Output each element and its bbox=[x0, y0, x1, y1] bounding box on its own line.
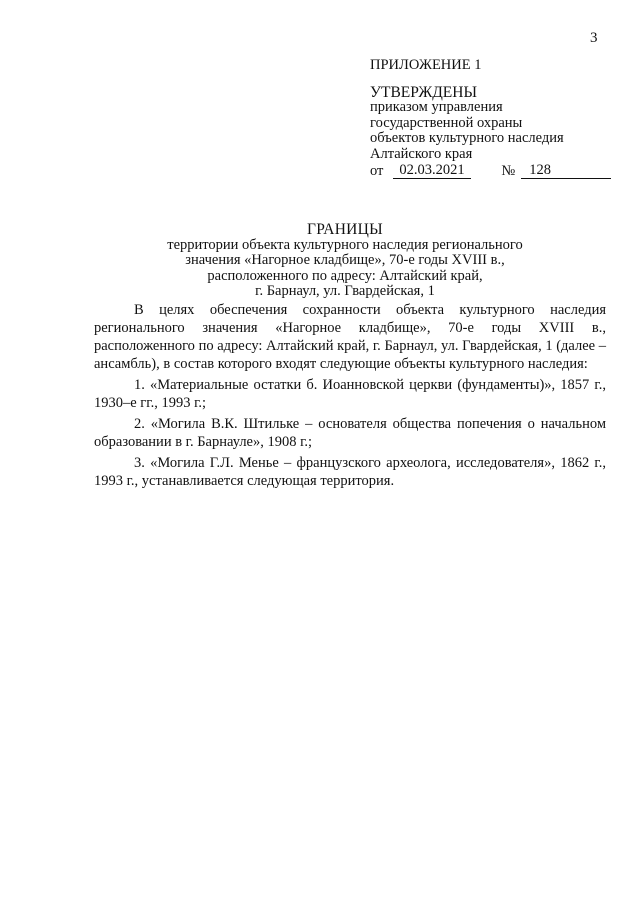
approved-line: Алтайского края bbox=[370, 145, 473, 162]
body-text bbox=[94, 301, 606, 490]
appendix-block bbox=[370, 58, 611, 179]
heading-title: ГРАНИЦЫ bbox=[307, 221, 383, 238]
heading-line: территории объекта культурного наследия регионального bbox=[167, 236, 523, 253]
approved-title: УТВЕРЖДЕНЫ bbox=[370, 83, 477, 101]
heading-line: расположенного по адресу: Алтайский край, bbox=[207, 267, 483, 284]
approved-line: приказом управления bbox=[370, 99, 503, 115]
order-from-label: от bbox=[370, 162, 384, 179]
appendix-title: ПРИЛОЖЕНИЕ 1 bbox=[370, 57, 482, 73]
page-number: 3 bbox=[590, 30, 598, 46]
heading-line: г. Барнаул, ул. Гвардейская, 1 bbox=[255, 283, 435, 299]
document-heading bbox=[110, 222, 580, 300]
order-date: 02.03.2021 bbox=[393, 163, 471, 179]
order-number-sign: № bbox=[501, 162, 516, 179]
list-item: 3. «Могила Г.Л. Менье – французского археолога, исследователя», 1862 г., 1993 г., устанавливается следующая территория. bbox=[94, 455, 606, 489]
list-item: 2. «Могила В.К. Штильке – основателя общества попечения о начальном образовании в г. Барнауле», 1908 г.; bbox=[94, 416, 606, 450]
list-item: 1. «Материальные остатки б. Иоанновской церкви (фундаменты)», 1857 г., 1930–е гг., 1993 г.; bbox=[94, 377, 606, 411]
approved-line: государственной охраны bbox=[370, 114, 523, 131]
heading-line: значения «Нагорное кладбище», 70-е годы XVIII в., bbox=[185, 252, 505, 268]
intro-paragraph: В целях обеспечения сохранности объекта культурного наследия регионального значения «Нагорное кладбище», 70-е годы XVIII в., расположенного по адресу: Алтайский край, г. Барнаул, ул. Гвардейская, 1 (далее – ансамбль), в состав которого входят следующие объекты культурного наследия: bbox=[94, 302, 606, 372]
order-line bbox=[370, 163, 611, 179]
approved-line: объектов культурного наследия bbox=[370, 130, 564, 146]
order-number: 128 bbox=[521, 163, 611, 179]
